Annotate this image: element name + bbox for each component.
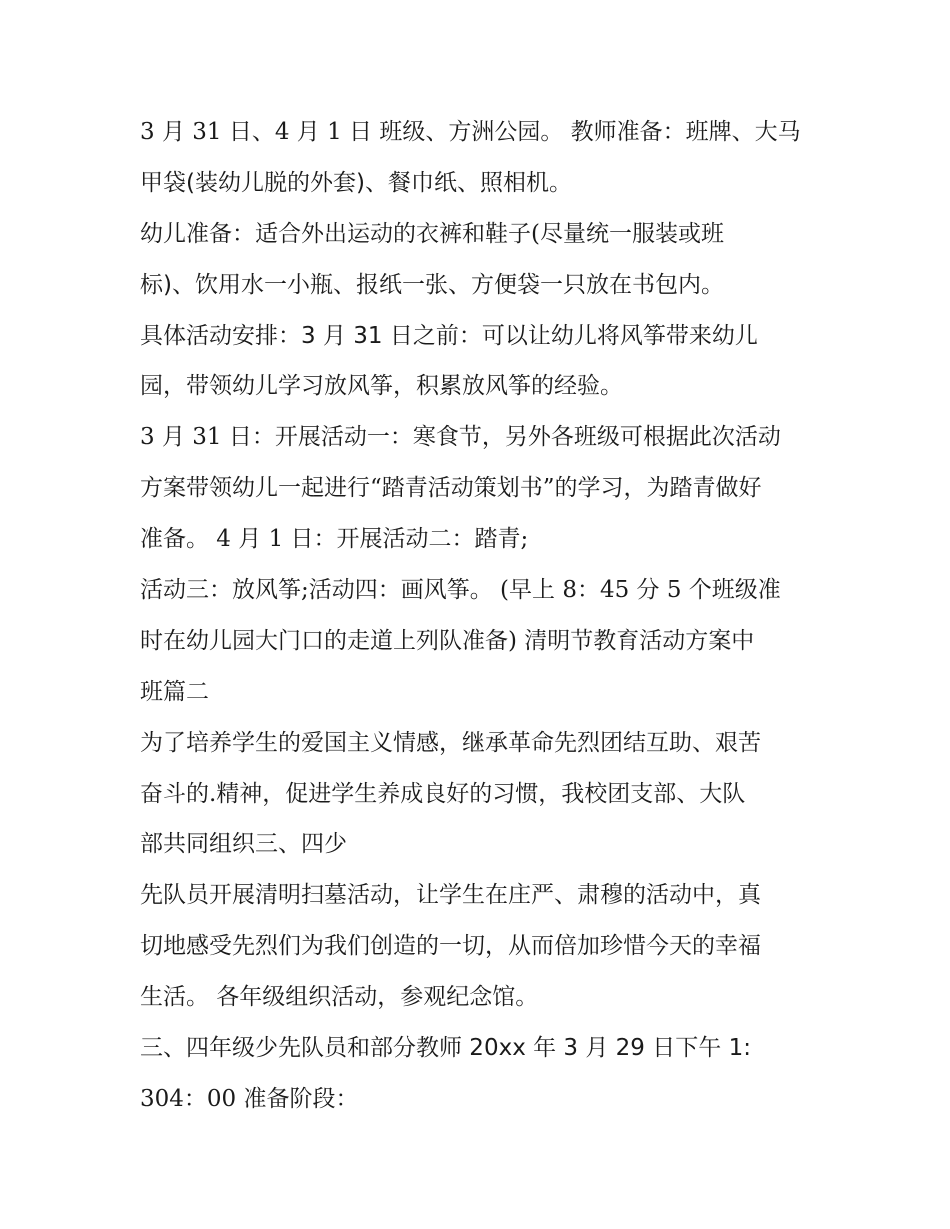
document-body bbox=[140, 107, 830, 1125]
text-line: 先队员开展清明扫墓活动，让学生在庄严、肃穆的活动中，真 bbox=[140, 882, 761, 909]
text-line: 时在幼儿园大门口的走道上列队准备) 清明节教育活动方案中 bbox=[140, 627, 755, 654]
text-line: 部共同组织三、四少 bbox=[140, 831, 347, 858]
text-line: 切地感受先烈们为我们创造的一切，从而倍加珍惜今天的幸福 bbox=[140, 933, 761, 960]
text-line: 奋斗的.精神，促进学生养成良好的习惯，我校团支部、大队 bbox=[140, 780, 746, 807]
text-line: 为了培养学生的爱国主义情感，继承革命先烈团结互助、艰苦 bbox=[140, 729, 761, 756]
text-line: 生活。 各年级组织活动，参观纪念馆。 bbox=[140, 984, 539, 1011]
text-line: 班篇二 bbox=[140, 678, 209, 705]
text-line: 3 月 31 日：开展活动一：寒食节，另外各班级可根据此次活动 bbox=[140, 424, 781, 451]
text-line: 方案带领幼儿一起进行“踏青活动策划书”的学习，为踏青做好 bbox=[140, 475, 762, 502]
text-line: 具体活动安排：3 月 31 日之前：可以让幼儿将风筝带来幼儿 bbox=[140, 322, 758, 349]
text-line: 304：00 准备阶段： bbox=[140, 1085, 359, 1112]
text-line: 3 月 31 日、4 月 1 日 班级、方洲公园。 教师准备：班牌、大马 bbox=[140, 119, 801, 145]
text-line: 准备。 4 月 1 日：开展活动二：踏青; bbox=[140, 526, 529, 553]
text-line: 三、四年级少先队员和部分教师 20xx 年 3 月 29 日下午 1: bbox=[140, 1035, 751, 1062]
text-line: 幼儿准备：适合外出运动的衣裤和鞋子(尽量统一服装或班 bbox=[140, 220, 724, 247]
text-line: 甲袋(装幼儿脱的外套)、餐巾纸、照相机。 bbox=[140, 169, 572, 196]
text-line: 活动三：放风筝;活动四：画风筝。 (早上 8：45 分 5 个班级准 bbox=[140, 577, 781, 604]
text-line: 园，带领幼儿学习放风筝，积累放风筝的经验。 bbox=[140, 373, 623, 400]
text-line: 标)、饮用水一小瓶、报纸一张、方便袋一只放在书包内。 bbox=[140, 271, 724, 298]
